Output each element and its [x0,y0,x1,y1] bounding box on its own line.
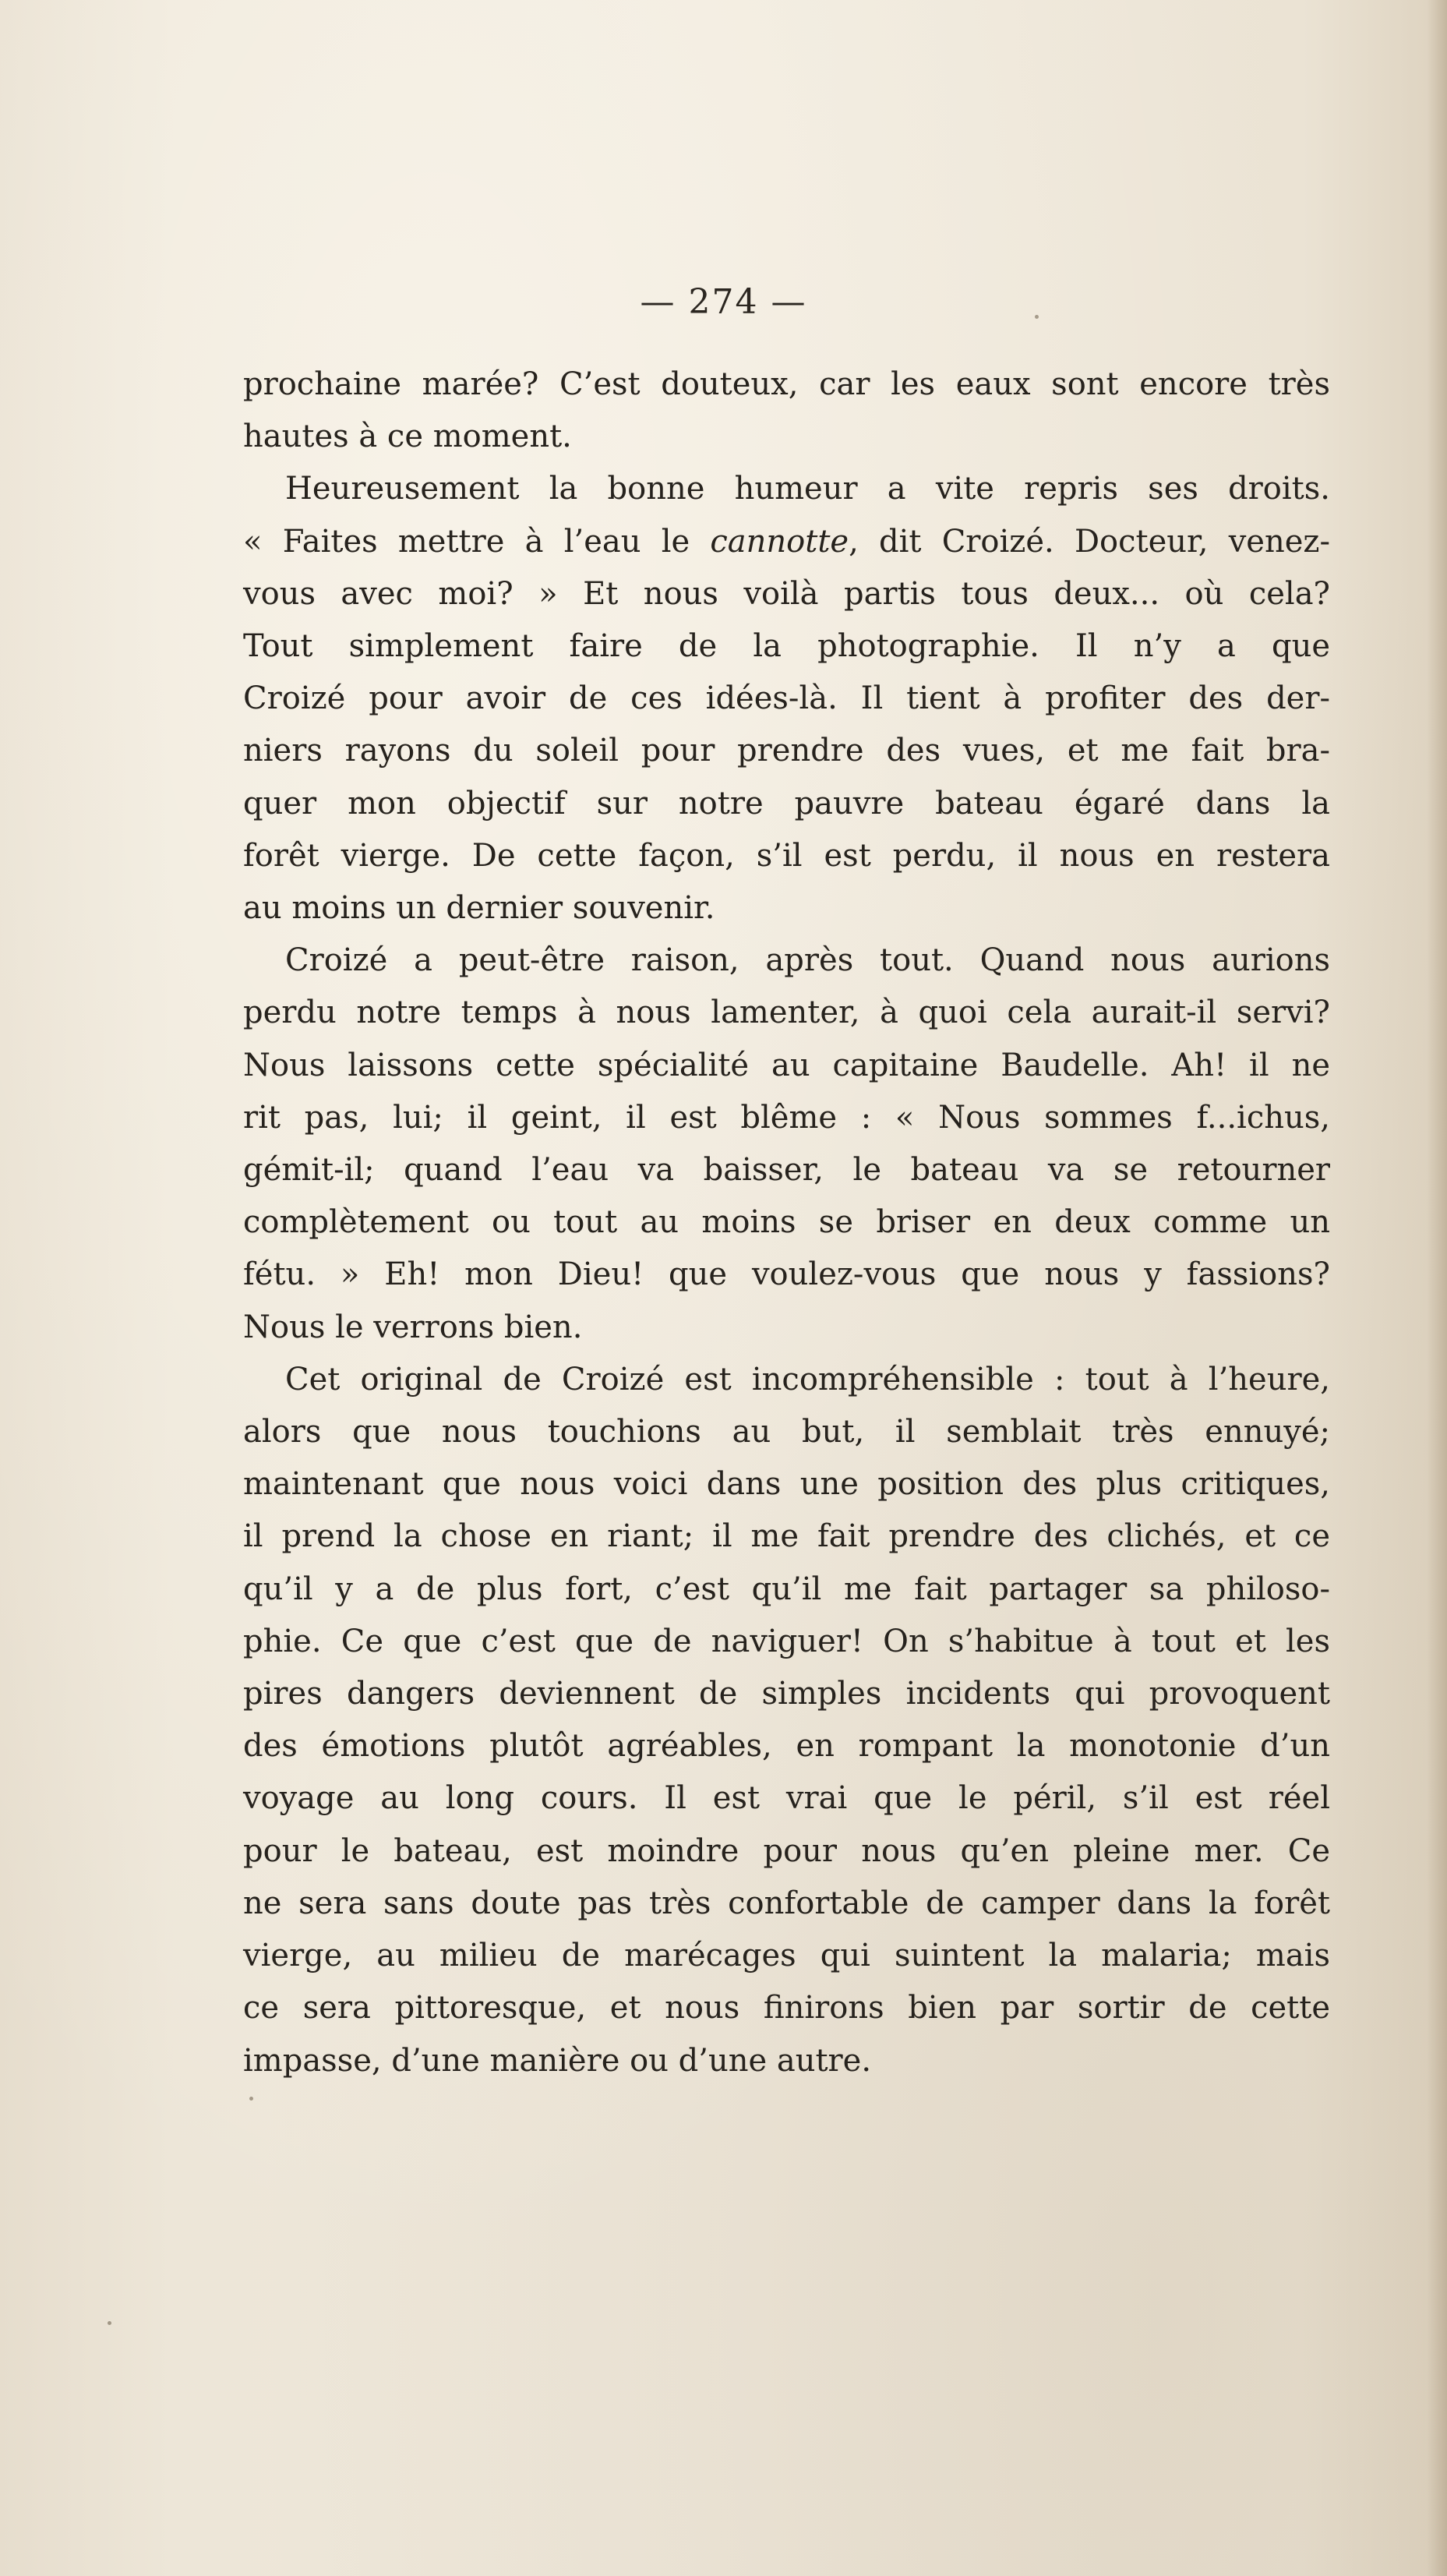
text-line: rit pas, lui; il geint, il est blême : « Nous sommes f...ichus, [243,1099,1330,1136]
paragraph-3 [243,935,1330,1354]
text-line: vierge, au milieu de marécages qui suintent la malaria; mais [243,1938,1330,1974]
text-line: « Faites mettre à l’eau le cannotte, dit Croizé. Docteur, venez- [243,523,1331,560]
text-line: au moins un dernier souvenir. [243,890,715,927]
text-line: ce sera pittoresque, et nous finirons bien par sortir de cette [243,1990,1330,2027]
text-line: voyage au long cours. Il est vrai que le péril, s’il est réel [243,1780,1330,1817]
text-line: complètement ou tout au moins se briser en deux comme un [243,1204,1330,1241]
text-line: Cet original de Croizé est incompréhensible : tout à l’heure, [285,1361,1330,1398]
text-line: Nous le verrons bien. [243,1309,583,1345]
paper-speck [249,2097,253,2101]
text-line: pires dangers deviennent de simples incidents qui provoquent [243,1676,1330,1712]
paper-speck [108,2321,111,2325]
page-number: — 274 — [640,282,807,322]
paragraph-1 [243,359,1330,463]
text-line: des émotions plutôt agréables, en rompant la monotonie d’un [243,1728,1330,1765]
text-line: impasse, d’une manière ou d’une autre. [243,2042,872,2079]
text-line: Tout simplement faire de la photographie. Il n’y a que [243,628,1330,665]
text-line: perdu notre temps à nous lamenter, à quoi cela aurait-il servi? [243,995,1330,1031]
text-line: prochaine marée? C’est douteux, car les eaux sont encore très [243,366,1330,402]
text-line: gémit-il; quand l’eau va baisser, le bateau va se retourner [243,1152,1330,1189]
text-line: hautes à ce moment. [243,419,572,455]
text-line: niers rayons du soleil pour prendre des vues, et me fait bra- [243,733,1330,769]
text-line: ne sera sans doute pas très confortable de camper dans la forêt [243,1885,1330,1921]
paragraph-4 [243,1354,1330,2087]
text-line: vous avec moi? » Et nous voilà partis tous deux... où cela? [243,575,1330,612]
text-line: il prend la chose en riant; il me fait prendre des clichés, et ce [243,1518,1330,1555]
text-line: pour le bateau, est moindre pour nous qu’en pleine mer. Ce [243,1832,1330,1869]
body-text [243,359,1330,2087]
text-line: Croizé pour avoir de ces idées-là. Il tient à profiter des der- [243,680,1330,717]
text-line: qu’il y a de plus fort, c’est qu’il me fait partager sa philoso- [243,1571,1330,1607]
text-line: fétu. » Eh! mon Dieu! que voulez-vous que nous y fassions? [243,1256,1330,1293]
text-line: quer mon objectif sur notre pauvre bateau égaré dans la [243,785,1330,822]
text-line: maintenant que nous voici dans une position des plus critiques, [243,1466,1330,1503]
text-line: Croizé a peut-être raison, après tout. Quand nous aurions [285,942,1330,979]
italic-word: cannotte [710,523,849,560]
text-line: Heureusement la bonne humeur a vite repris ses droits. [285,471,1330,507]
page-edge-shadow [1427,0,1447,2576]
text-line: forêt vierge. De cette façon, s’il est perdu, il nous en restera [243,837,1330,874]
paragraph-2 [243,463,1330,935]
text-line: Nous laissons cette spécialité au capitaine Baudelle. Ah! il ne [243,1047,1330,1083]
text-line: alors que nous touchions au but, il semblait très ennuyé; [243,1414,1330,1451]
text-line: phie. Ce que c’est que de naviguer! On s’habitue à tout et les [243,1623,1330,1659]
